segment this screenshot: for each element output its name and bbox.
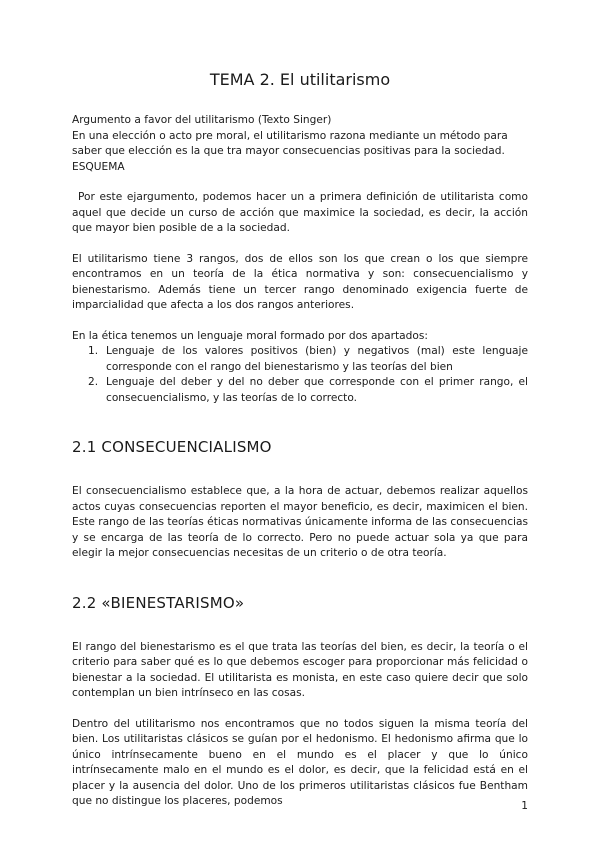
list-item-text: Lenguaje del deber y del no deber que corresponde con el primer rango, el consecuencialismo, y las teorías de lo correcto. <box>106 376 528 404</box>
paragraph-hedonismo: Dentro del utilitarismo nos encontramos que no todos siguen la misma teoría del bien. Los utilitaristas clásicos se guían por el hedonismo. El hedonismo afirma que lo único intrínsecamente bueno en el mundo es el placer y que lo único intrínsecamente malo en el mundo es el dolor, es decir, que la felicidad está en el placer y la ausencia del dolor. Uno de los primeros utilitaristas clásicos fue Bentham que no distingue los placeres, podemos <box>72 717 528 807</box>
list-item-text: Lenguaje de los valores positivos (bien) y negativos (mal) este lenguaje corresponde con el rango del bienestarismo y las teorías del bien <box>106 345 528 373</box>
paragraph-definition: Por este ejargumento, podemos hacer un a primera definición de utilitarista como aquel que decide un curso de acción que maximice la sociedad, es decir, la acción que mayor bien posible de a la sociedad. <box>72 191 528 234</box>
intro-summary: En una elección o acto pre moral, el utilitarismo razona mediante un método para saber que elección es la que tra mayor consecuencias positivas para la sociedad. <box>72 129 508 157</box>
list-item-number: 1. <box>88 345 99 357</box>
list-item <box>72 375 528 406</box>
paragraph-consecuencialismo: El consecuencialismo establece que, a la hora de actuar, debemos realizar aquellos actos cuyas consecuencias reporten el mayor beneficio, es decir, maximicen el bien. Este rango de las teorías éticas normativas únicamente informa de las consecuencias y se encarga de las teoría de lo correcto. Pero no puede actuar sola ya que para elegir la mejor consecuencias necesitas de un criterio o de otra teoría. <box>72 485 528 559</box>
paragraph-bienestarismo: El rango del bienestarismo es el que trata las teorías del bien, es decir, la teoría o el criterio para saber qué es lo que debemos escoger para proporcionar más felicidad o bienestar a la sociedad. El utilitarista es monista, en este caso quiere decir que solo contemplan un bien intrínseco en las cosas. <box>72 640 528 699</box>
list-item <box>72 344 528 375</box>
intro-esquema: ESQUEMA <box>72 160 125 173</box>
paragraph-lenguaje: En la ética tenemos un lenguaje moral formado por dos apartados: <box>72 329 428 342</box>
numbered-list <box>72 344 528 406</box>
intro-block <box>72 113 528 175</box>
paragraph-rangos: El utilitarismo tiene 3 rangos, dos de ellos son los que crean o los que siempre encontramos en un teoría de la ética normativa y son: consecuencialismo y bienestarismo. Además tiene un tercer rango denominado exigencia fuerte de imparcialidad que afecta a los dos rangos anteriores. <box>72 252 528 311</box>
section-heading-bienestarismo: 2.2 «BIENESTARISMO» <box>72 593 245 612</box>
intro-source-line: Argumento a favor del utilitarismo (Texto Singer) <box>72 114 332 126</box>
section-heading-consecuencialismo: 2.1 CONSECUENCIALISMO <box>72 438 272 456</box>
page-number: 1 <box>521 800 528 812</box>
document-title: TEMA 2. El utilitarismo <box>209 70 391 89</box>
list-item-number: 2. <box>88 376 99 388</box>
